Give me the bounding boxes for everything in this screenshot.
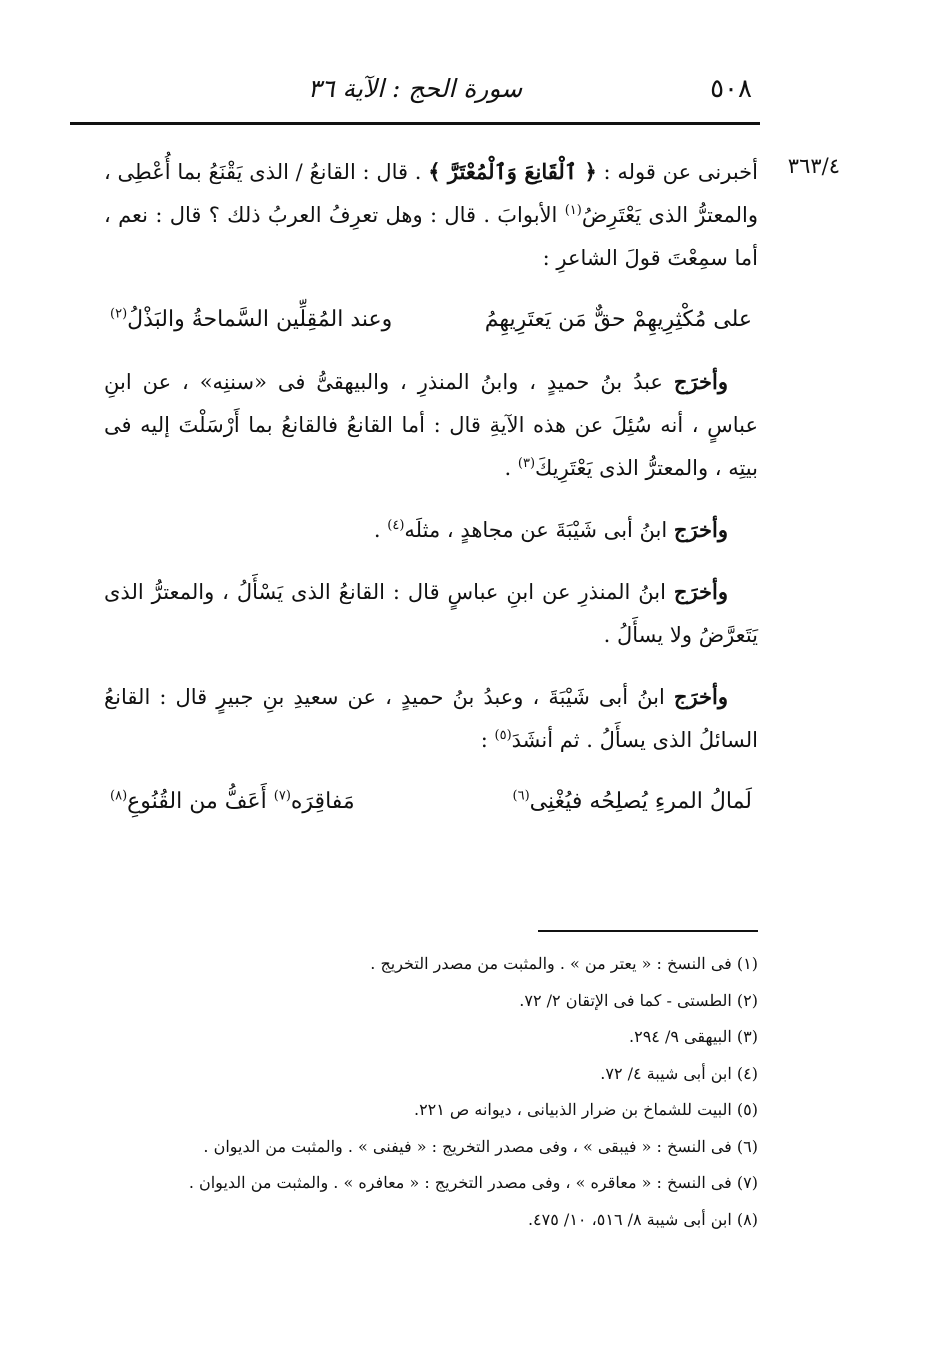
verse-text: مَفاقِرَه [290,789,355,814]
verse-second-hemistich [110,780,355,824]
poetry-verse-1 [104,298,758,342]
paragraph-1 [104,150,758,280]
page-header [70,66,760,118]
paragraph-text: الأبوابَ . قال : وهل تعرِفُ العربُ ذلك ؟ قال : نعم ، أما سمِعْتَ قولَ الشاعرِ : [104,203,758,270]
footnote: (٤) ابن أبى شيبة ٤/ ٧٢. [600,1063,758,1083]
footnote-ref: (٥) [494,728,512,743]
paragraph-text: ابنُ المنذرِ عن ابنِ عباسٍ قال : القانعُ الذى يَسْأَلُ ، والمعترُّ الذى يَتَعرَّضُ ولا يسأَلُ . [104,580,758,647]
paragraph-5 [104,675,758,762]
paragraph-lead: وأخرَج [673,579,728,604]
footnote-ref: (٨) [110,788,128,804]
footnote-ref: (١) [564,203,582,218]
footnote-ref: (٦) [512,788,530,804]
paragraph-lead: وأخرَج [673,684,728,709]
page-number: ٥٠٨ [710,74,752,104]
footnote: (٨) ابن أبى شيبة ٨/ ٥١٦، ١٠/ ٤٧٥. [527,1209,758,1229]
footnote-ref: (٣) [517,456,536,471]
verse-first-hemistich [513,780,752,824]
footnote: (٧) فى النسخ : « معاقره » ، وفى مصدر التخريج : « معافره » . والمثبت من الديوان . [188,1173,758,1192]
verse-text: أَعَفُّ من القُنُوعِ [127,789,274,814]
footnote: (٥) البيت للشماخ بن ضرار الذبيانى ، ديوانه ص ٢٢١. [413,1100,758,1119]
paragraph-end: : [480,728,495,752]
paragraph-end: . [373,518,388,542]
verse-first-hemistich: على مُكْثِرِيهِمْ حقٌّ مَن يَعتَرِيهِمُ [484,307,752,332]
footnote-rule [538,930,758,932]
paragraph-text: . قال : القانعُ / الذى يَقْنَعُ بما أُعْطِى ، والمعترُّ الذى يَعْتَرِضُ [104,160,758,227]
footnote: (٣) البيهقى ٩/ ٢٩٤. [629,1027,758,1046]
quran-quote: ﴿ ٱلْقَانِعَ وَٱلْمُعْتَرَّ ﴾ [428,159,597,184]
footnote: (٢) الطستى - كما فى الإتقان ٢/ ٧٢. [519,990,758,1010]
paragraph-text: ابنُ أبى شَيْبَةَ ، وعبدُ بنُ حميدٍ ، عن سعيدِ بنِ جبيرٍ قال : القانعُ السائلُ الذى يسأَلُ . ثم أنشَدَ [104,685,758,752]
footnote: (١) فى النسخ : « يعتر من » . والمثبت من مصدر التخريج . [370,954,758,973]
paragraph-lead: وأخرَج [673,369,728,394]
paragraph-text: عبدُ بنُ حميدٍ ، وابنُ المنذرِ ، والبيهقىُّ فى «سننِه» ، عن ابنِ عباسٍ ، أنه سُئِلَ عن هذه الآيةِ قال : أما القانعُ فالقانعُ بما أَرْسَلْتَ إليه فى بيتِه ، والمعترُّ الذى يَعْتَرِيكَ [104,370,758,480]
footnotes [150,946,758,1238]
paragraph-text: أخبرنى عن قوله : [596,160,759,184]
main-text [104,150,758,842]
margin-reference: ٣٦٣/٤ [787,154,840,178]
paragraph-end: . [504,456,518,480]
poetry-verse-2 [104,780,758,824]
footnote-ref: (٧) [273,788,291,804]
footnote-ref: (٢) [110,306,128,322]
paragraph-4 [104,570,758,657]
footnote: (٦) فى النسخ : « فيبقى » ، وفى مصدر التخريج : « فيفنى » . والمثبت من الديوان . [203,1136,758,1156]
footnote-ref: (٤) [387,518,405,533]
verse-second-hemistich [110,298,392,342]
header-rule [70,122,760,125]
running-title: سورة الحج : الآية ٣٦ [307,74,523,103]
paragraph-text: ابنُ أبى شَيْبَةَ عن مجاهدٍ ، مثلَه [404,518,674,542]
verse-text: وعند المُقِلِّين السَّماحةُ والبَذْلُ [127,307,393,332]
paragraph-3 [104,508,758,552]
paragraph-lead: وأخرَج [673,517,728,542]
paragraph-2 [104,360,758,490]
verse-text: لَمالُ المرءِ يُصلِحُه فيُغْنِى [529,789,752,814]
